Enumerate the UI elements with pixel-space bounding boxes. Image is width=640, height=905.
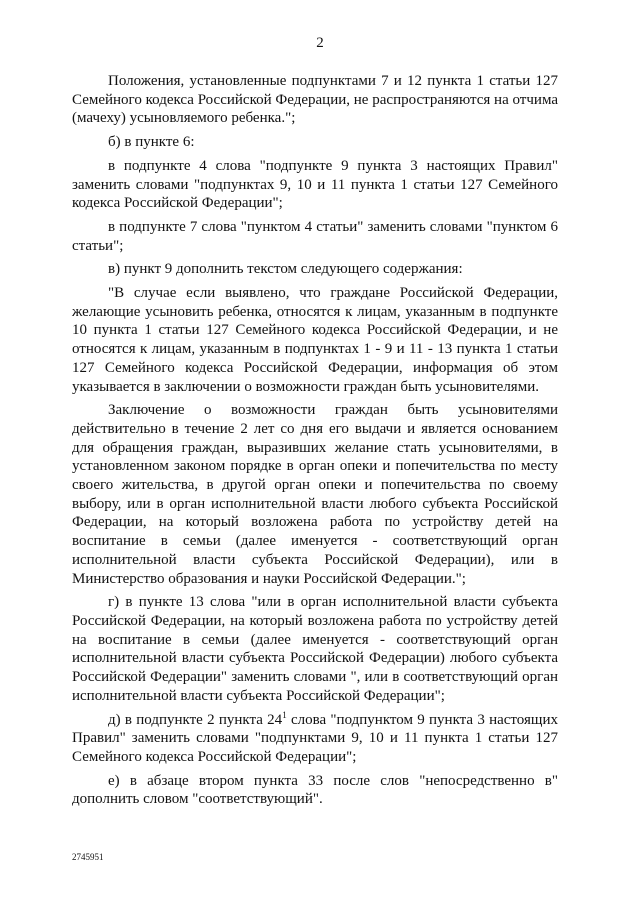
- paragraph-conclusion-validity: Заключение о возможности граждан быть усыновителями действительно в течение 2 лет со дня его выдачи и является основанием для обращения граждан, выразивших желание стать усыновителями, в установленном законом порядке в орган опеки и попечительства по месту своего жительства, в другой орган опеки и попечительства по своему выбору, или в орган исполнительной власти любого субъекта Российской Федерации, на который возложена работа по устройству детей на воспитание в семьи (далее именуется - соответствующий орган исполнительной власти субъекта Российской Федерации), или в Министерство образования и науки Российской Федерации.";: [72, 402, 558, 587]
- paragraph-item-g: г) в пункте 13 слова "или в орган исполнительной власти субъекта Российской Федерации, на который возложена работа по устройству детей на воспитание в семьи (далее именуется - соответствующий орган исполнительной власти субъекта Российской Федерации) любого субъекта Российской Федерации" заменить словами ", или в соответствующий орган исполнительной власти субъекта Российской Федерации";: [72, 594, 558, 704]
- page-number: 2: [316, 35, 324, 51]
- paragraph-item-d-before: д) в подпункте 2 пункта 24: [108, 711, 283, 728]
- paragraph-item-b: б) в пункте 6:: [108, 134, 195, 151]
- superscript-index: 1: [282, 709, 287, 720]
- paragraph-item-v: в) пункт 9 дополнить текстом следующего содержания:: [108, 261, 463, 278]
- paragraph-item-e: е) в абзаце втором пункта 33 после слов "непосредственно в" дополнить словом "соответствующий".: [72, 772, 558, 808]
- paragraph-item-d: [72, 711, 558, 767]
- paragraph-subitem-4: в подпункте 4 слова "подпункте 9 пункта 3 настоящих Правил" заменить словами "подпунктах 9, 10 и 11 пункта 1 статьи 127 Семейного кодекса Российской Федерации";: [72, 157, 558, 212]
- paragraph-subitem-7: в подпункте 7 слова "пунктом 4 статьи" заменить словами "пунктом 6 статьи";: [72, 218, 558, 254]
- paragraph-item-d-after: слова "подпунктом 9 пункта 3 настоящих Правил" заменить словами "подпунктами 9, 10 и 11 пункта 1 статьи 127 Семейного кодекса Российской Федерации";: [72, 711, 558, 765]
- paragraph-quoted-insert: "В случае если выявлено, что граждане Российской Федерации, желающие усыновить ребенка, относятся к лицам, указанным в подпункте 10 пункта 1 статьи 127 Семейного кодекса Российской Федерации, и не относятся к лицам, указанным в подпунктах 1 - 9 и 11 - 13 пункта 1 статьи 127 Семейного кодекса Российской Федерации, информация об этом указывается в заключении о возможности граждан быть усыновителями.: [72, 285, 558, 395]
- paragraph-adoption-exception: Положения, установленные подпунктами 7 и 12 пункта 1 статьи 127 Семейного кодекса Российской Федерации, не распространяются на отчима (мачеху) усыновляемого ребенка.";: [72, 73, 558, 127]
- document-body: [72, 72, 558, 814]
- document-code: 2745951: [72, 852, 104, 862]
